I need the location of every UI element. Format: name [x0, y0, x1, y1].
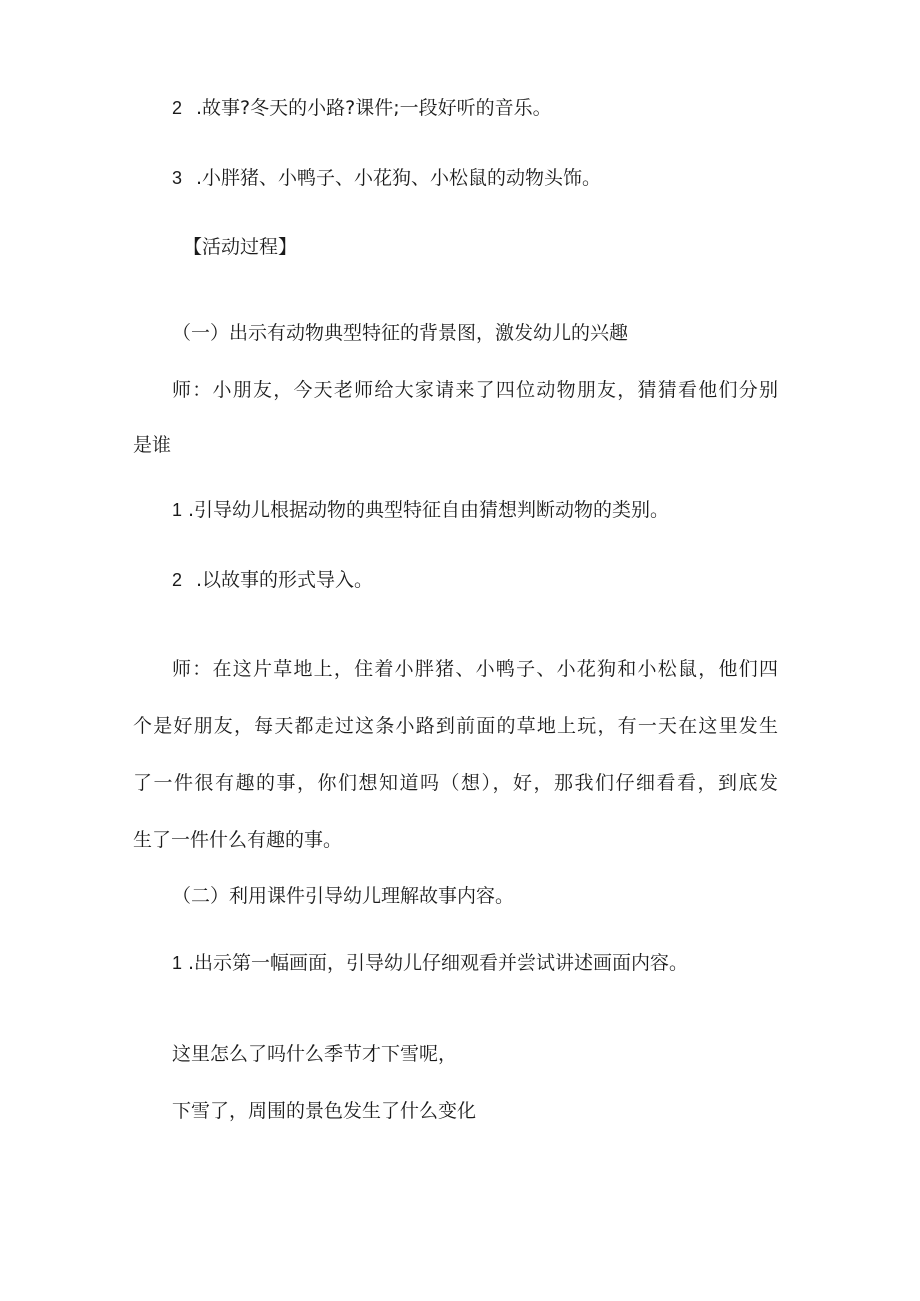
step-item-1	[172, 496, 669, 524]
item-number: 1	[172, 500, 183, 520]
material-item-3	[172, 164, 601, 192]
item-text: .以故事的形式导入。	[196, 569, 374, 591]
paragraph-line: 了一件很有趣的事，你们想知道吗（想），好，那我们仔细看看，到底发	[133, 772, 778, 794]
question-line: 这里怎么了吗什么季节才下雪呢，	[172, 1043, 458, 1065]
item-text: .小胖猪、小鸭子、小花狗、小松鼠的动物头饰。	[196, 167, 602, 189]
subsection-heading-2: （二）利用课件引导幼儿理解故事内容。	[172, 885, 515, 907]
item-text: .出示第一幅画面，引导幼儿仔细观看并尝试讲述画面内容。	[188, 952, 689, 974]
step-item-1	[172, 949, 688, 977]
question-line: 下雪了，周围的景色发生了什么变化	[172, 1100, 477, 1122]
paragraph-line: 是谁	[133, 434, 172, 456]
material-item-2	[172, 94, 552, 122]
paragraph-line: 师：小朋友，今天老师给大家请来了四位动物朋友，猜猜看他们分别	[172, 379, 778, 401]
paragraph-line: 个是好朋友，每天都走过这条小路到前面的草地上玩，有一天在这里发生	[133, 715, 778, 737]
item-number: 3	[172, 168, 183, 188]
paragraph-line: 师：在这片草地上，住着小胖猪、小鸭子、小花狗和小松鼠，他们四	[172, 658, 778, 680]
step-item-2	[172, 566, 373, 594]
subsection-heading-1: （一）出示有动物典型特征的背景图，激发幼儿的兴趣	[172, 322, 629, 344]
item-number: 2	[172, 98, 183, 118]
item-text: .故事?冬天的小路?课件;一段好听的音乐。	[196, 97, 552, 119]
item-number: 1	[172, 953, 183, 973]
item-text: .引导幼儿根据动物的典型特征自由猜想判断动物的类别。	[188, 499, 670, 521]
paragraph-line: 生了一件什么有趣的事。	[133, 829, 343, 851]
item-number: 2	[172, 570, 183, 590]
section-heading-activity-process: 【活动过程】	[183, 236, 298, 258]
